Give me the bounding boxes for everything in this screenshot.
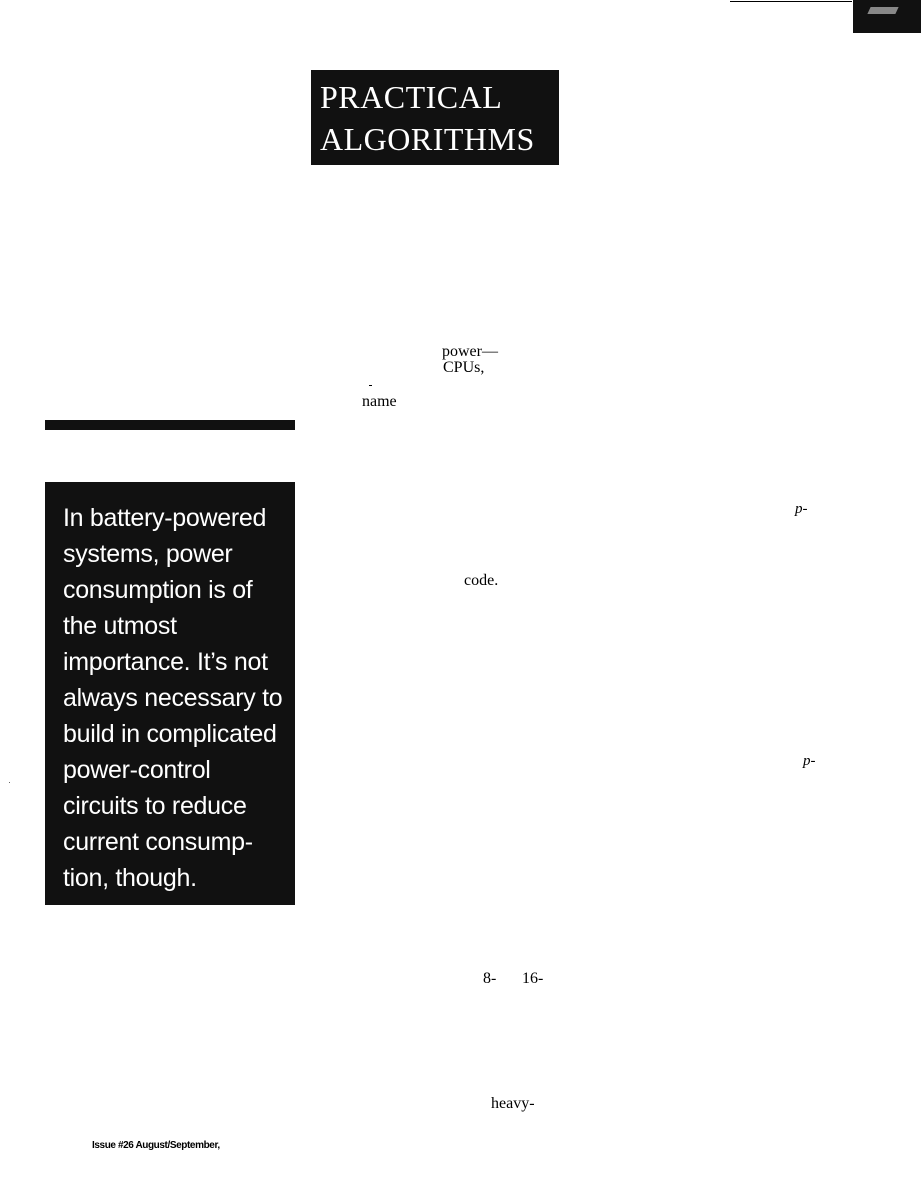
pull-quote-line: tion, though. (63, 864, 197, 892)
text-fragment-power: power— (442, 343, 498, 360)
section-title-line1: PRACTICAL (320, 79, 503, 115)
text-fragment-code: code. (464, 572, 499, 589)
pull-quote (45, 482, 295, 905)
pull-quote-line: importance. It’s not (63, 648, 268, 676)
pull-quote-line: the utmost (63, 612, 177, 640)
text-fragment-cpus: CPUs, (443, 359, 485, 376)
section-title-line2: ALGORITHMS (320, 121, 535, 157)
pull-quote-line: current consump- (63, 828, 253, 856)
text-fragment-16: 16- (522, 970, 544, 987)
hyphen-mark (369, 385, 372, 386)
pull-quote-line: power-control (63, 756, 211, 784)
text-fragment-heavy: heavy- (491, 1095, 535, 1112)
pull-quote-line: build in complicated (63, 720, 277, 748)
pull-quote-line: consumption is of (63, 576, 253, 604)
pull-quote-line: systems, power (63, 540, 233, 568)
sidebar-rule (45, 420, 295, 430)
top-rule (730, 1, 852, 2)
text-fragment-p-2: p- (803, 753, 816, 769)
pull-quote-line: In battery-powered (63, 504, 267, 532)
scan-speck (867, 7, 898, 14)
issue-footer: Issue #26 August/September, (92, 1140, 220, 1151)
pull-quote-line: circuits to reduce (63, 792, 247, 820)
pull-quote-line: always necessary to (63, 684, 283, 712)
stray-dot (9, 782, 10, 783)
text-fragment-name: name (362, 393, 397, 410)
text-fragment-8: 8- (483, 970, 497, 987)
section-title-box (311, 70, 559, 165)
corner-scan-mark (853, 0, 921, 33)
text-fragment-p-1: p- (795, 501, 808, 517)
